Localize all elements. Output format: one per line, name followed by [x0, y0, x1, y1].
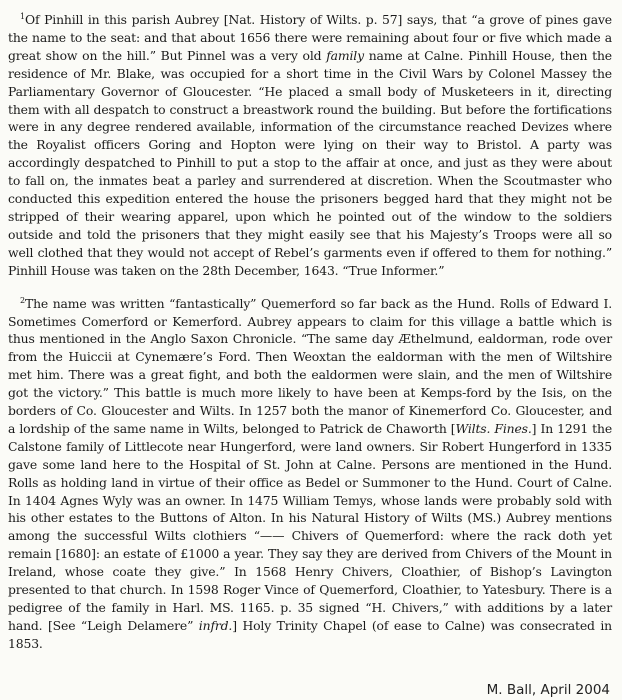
italic-text: Wilts. Fines. [455, 420, 532, 436]
footnote-number: 1 [20, 12, 25, 21]
transcriber-credit: M. Ball, April 2004 [486, 682, 610, 698]
footnote-1: $^1$Of Pinhill in this parish Aubrey [Nat. History of Wilts. p. 57] says, that “a grove of pines gave the name to the seat: and that about 1656 there were remaining about four or five which made a great show on the hill.” But Pinnel was a very old family name at Calne. Pinhill House, then the residence of Mr. Blake, was occupied for a short time in the Civil Wars by Colonel Massey the Parliamentary Governor of Gloucester. “He placed a small body of Musketeers in it, directing them with all despatch to construct a breastwork round the building. But before the fortifications were in any degree rendered available, information of the circumstance reached Devizes where the Royalist officers Goring and Hopton were lying on their way to Bristol. A party was accordingly despatched to Pinhill to put a stop to the affair at once, and just as they were about to fall on, the inmates beat a parley and surrendered at discretion. When the Scoutmaster who conducted this expedition entered the house the prisoners begged hard that they might not be stripped of their wearing apparel, upon which he pointed out of the window to the soldiers outside and told the prisoners that they might easily see that his Majesty’s Troops were all so well clothed that they would not accept of Rebel’s garments even if offered to them for nothing.” Pinhill House was taken on the 28th December, 1643. “True Informer.” [8, 12, 612, 278]
italic-text: infrd. [198, 617, 233, 633]
document-page [8, 8, 612, 694]
footnote-number: 2 [20, 295, 25, 305]
italic-text: family [326, 47, 364, 63]
footnote-2: $^2$The name was written “fantastically” Quemerford so far back as the Hund. Rolls of Edward I. Sometimes Comerford or Kemerford. Aubrey appears to claim for this village a battle which is thus mentioned in the Anglo Saxon Chronicle. “The same day Æthelmund, ealdorman, rode over from the Huiccii at Cynemære’s Ford. Then Weoxtan the ealdorman with the men of Wiltshire met him. There was a great fight, and both the ealdormen were slain, and the men of Wiltshire got the victory.” This battle is much more likely to have been at Kemps-ford by the Isis, on the borders of Co. Gloucester and Wilts. In 1257 both the manor of Kinemerford Co. Gloucester, and a lordship of the same name in Wilts, belonged to Patrick de Chaworth [Wilts. Fines.] In 1291 the Calstone family of Littlecote near Hungerford, were land owners. Sir Robert Hungerford in 1335 gave some land here to the Hospital of St. John at Calne. Persons are mentioned in the Hund. Rolls as holding land in virtue of their office as Bedel or Summoner to the Hund. Court of Calne. In 1404 Agnes Wyly was an owner. In 1475 William Temys, whose lands were probably sold with his other estates to the Buttons of Alton. In his Natural History of Wilts (MS.) Aubrey mentions among the successful Wilts clothiers “—— Chivers of Quemerford: where the rack doth yet remain [1680]: an estate of £1000 a year. They say they are derived from Chivers of the Mount in Ireland, whose coate they give.” In 1568 Henry Chivers, Cloathier, of Bishop’s Lavington presented to that church. In 1598 Roger Vince of Quemerford, Cloathier, to Yatesbury. There is a pedigree of the family in Harl. MS. 1165. p. 35 signed “H. Chivers,” with additions by a later hand. [See “Leigh Delamere” infrd.] Holy Trinity Chapel (of ease to Calne) was consecrated in 1853. [8, 295, 613, 651]
